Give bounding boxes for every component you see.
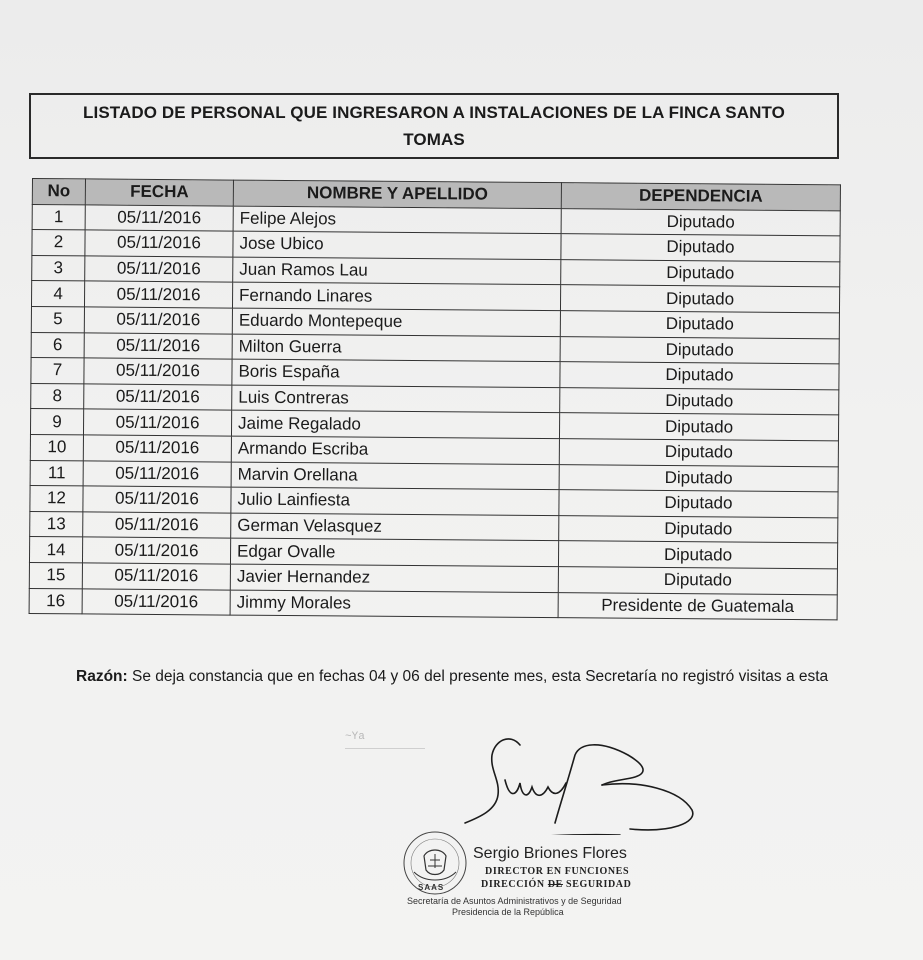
- cell-nombre: Julio Lainfiesta: [231, 487, 559, 515]
- cell-dependencia: Diputado: [558, 567, 837, 595]
- cell-dependencia: Diputado: [559, 515, 838, 543]
- reason-label: Razón:: [76, 668, 128, 685]
- cell-fecha: 05/11/2016: [85, 256, 233, 283]
- cell-no: 12: [30, 486, 83, 512]
- cell-dependencia: Presidente de Guatemala: [558, 592, 837, 620]
- cell-no: 8: [31, 383, 84, 409]
- cell-dependencia: Diputado: [559, 413, 838, 441]
- cell-no: 15: [29, 562, 82, 588]
- cell-no: 4: [31, 281, 84, 307]
- cell-dependencia: Diputado: [560, 387, 839, 415]
- visitor-table: [29, 178, 841, 620]
- cell-no: 5: [31, 306, 84, 332]
- cell-nombre: Edgar Ovalle: [230, 538, 558, 566]
- document-title: [29, 93, 839, 159]
- cell-nombre: Juan Ramos Lau: [233, 257, 561, 285]
- cell-nombre: Jaime Regalado: [231, 410, 559, 438]
- cell-no: 1: [32, 204, 85, 230]
- cell-nombre: Marvin Orellana: [231, 462, 559, 490]
- signer-organization: Secretaría de Asuntos Administrativos y de Seguridad: [407, 896, 622, 906]
- cell-fecha: 05/11/2016: [83, 486, 231, 513]
- cell-fecha: 05/11/2016: [84, 281, 232, 308]
- signer-role: DIRECTOR EN FUNCIONES: [485, 866, 630, 877]
- cell-fecha: 05/11/2016: [83, 435, 231, 462]
- cell-nombre: Fernando Linares: [232, 282, 560, 310]
- cell-nombre: Boris España: [232, 359, 560, 387]
- cell-fecha: 05/11/2016: [85, 205, 233, 232]
- signer-unit-prefix: DIRECCIÓN: [481, 879, 548, 890]
- cell-nombre: Luis Contreras: [232, 385, 560, 413]
- cell-dependencia: Diputado: [560, 311, 839, 339]
- cell-no: 13: [30, 511, 83, 537]
- cell-fecha: 05/11/2016: [83, 409, 231, 436]
- seal-text: SAAS: [418, 883, 445, 892]
- cell-fecha: 05/11/2016: [85, 230, 233, 257]
- signer-unit: [481, 879, 631, 890]
- reason-note: [76, 668, 828, 686]
- document-title-line-1: LISTADO DE PERSONAL QUE INGRESARON A INSTALACIONES DE LA FINCA SANTO: [83, 103, 785, 122]
- handwritten-signature: [380, 725, 710, 835]
- reason-text: Se deja constancia que en fechas 04 y 06 del presente mes, esta Secretaría no registró visitas a esta: [127, 668, 829, 685]
- cell-no: 11: [30, 460, 83, 486]
- cell-fecha: 05/11/2016: [83, 512, 231, 539]
- cell-fecha: 05/11/2016: [84, 332, 232, 359]
- column-header-no: No: [32, 179, 85, 205]
- cell-fecha: 05/11/2016: [84, 358, 232, 385]
- column-header-fecha: FECHA: [85, 179, 233, 206]
- signer-office: Presidencia de la República: [452, 907, 564, 917]
- cell-fecha: 05/11/2016: [82, 563, 230, 590]
- cell-nombre: Armando Escriba: [231, 436, 559, 464]
- cell-no: 16: [29, 588, 82, 614]
- cell-dependencia: Diputado: [558, 541, 837, 569]
- cell-dependencia: Diputado: [560, 362, 839, 390]
- cell-nombre: Jose Ubico: [233, 231, 561, 259]
- column-header-dependencia: DEPENDENCIA: [561, 183, 840, 211]
- cell-no: 10: [30, 434, 83, 460]
- cell-fecha: 05/11/2016: [82, 588, 230, 615]
- signer-unit-suffix: SEGURIDAD: [562, 879, 632, 890]
- signer-name: Sergio Briones Flores: [473, 845, 627, 862]
- cell-nombre: Felipe Alejos: [233, 206, 561, 234]
- cell-dependencia: Diputado: [561, 208, 840, 236]
- cell-fecha: 05/11/2016: [84, 384, 232, 411]
- cell-dependencia: Diputado: [560, 336, 839, 364]
- table-body: [29, 204, 840, 620]
- cell-nombre: German Velasquez: [231, 513, 559, 541]
- cell-dependencia: Diputado: [559, 464, 838, 492]
- cell-fecha: 05/11/2016: [84, 307, 232, 334]
- table-row: [29, 588, 837, 620]
- column-header-nombre: NOMBRE Y APELLIDO: [233, 180, 561, 208]
- cell-dependencia: Diputado: [560, 285, 839, 313]
- faint-mark: ~Ya: [345, 731, 365, 743]
- cell-no: 9: [30, 409, 83, 435]
- cell-dependencia: Diputado: [559, 490, 838, 518]
- cell-no: 6: [31, 332, 84, 358]
- cell-dependencia: Diputado: [561, 234, 840, 262]
- cell-nombre: Eduardo Montepeque: [232, 308, 560, 336]
- cell-nombre: Jimmy Morales: [230, 590, 558, 618]
- cell-no: 2: [32, 230, 85, 256]
- cell-nombre: Milton Guerra: [232, 334, 560, 362]
- document-title-line-2: TOMAS: [403, 130, 465, 149]
- cell-dependencia: Diputado: [561, 259, 840, 287]
- cell-no: 3: [32, 255, 85, 281]
- cell-no: 14: [29, 537, 82, 563]
- signer-unit-struck: DE: [547, 879, 563, 890]
- cell-fecha: 05/11/2016: [83, 460, 231, 487]
- cell-no: 7: [31, 358, 84, 384]
- cell-nombre: Javier Hernandez: [230, 564, 558, 592]
- cell-dependencia: Diputado: [559, 439, 838, 467]
- cell-fecha: 05/11/2016: [82, 537, 230, 564]
